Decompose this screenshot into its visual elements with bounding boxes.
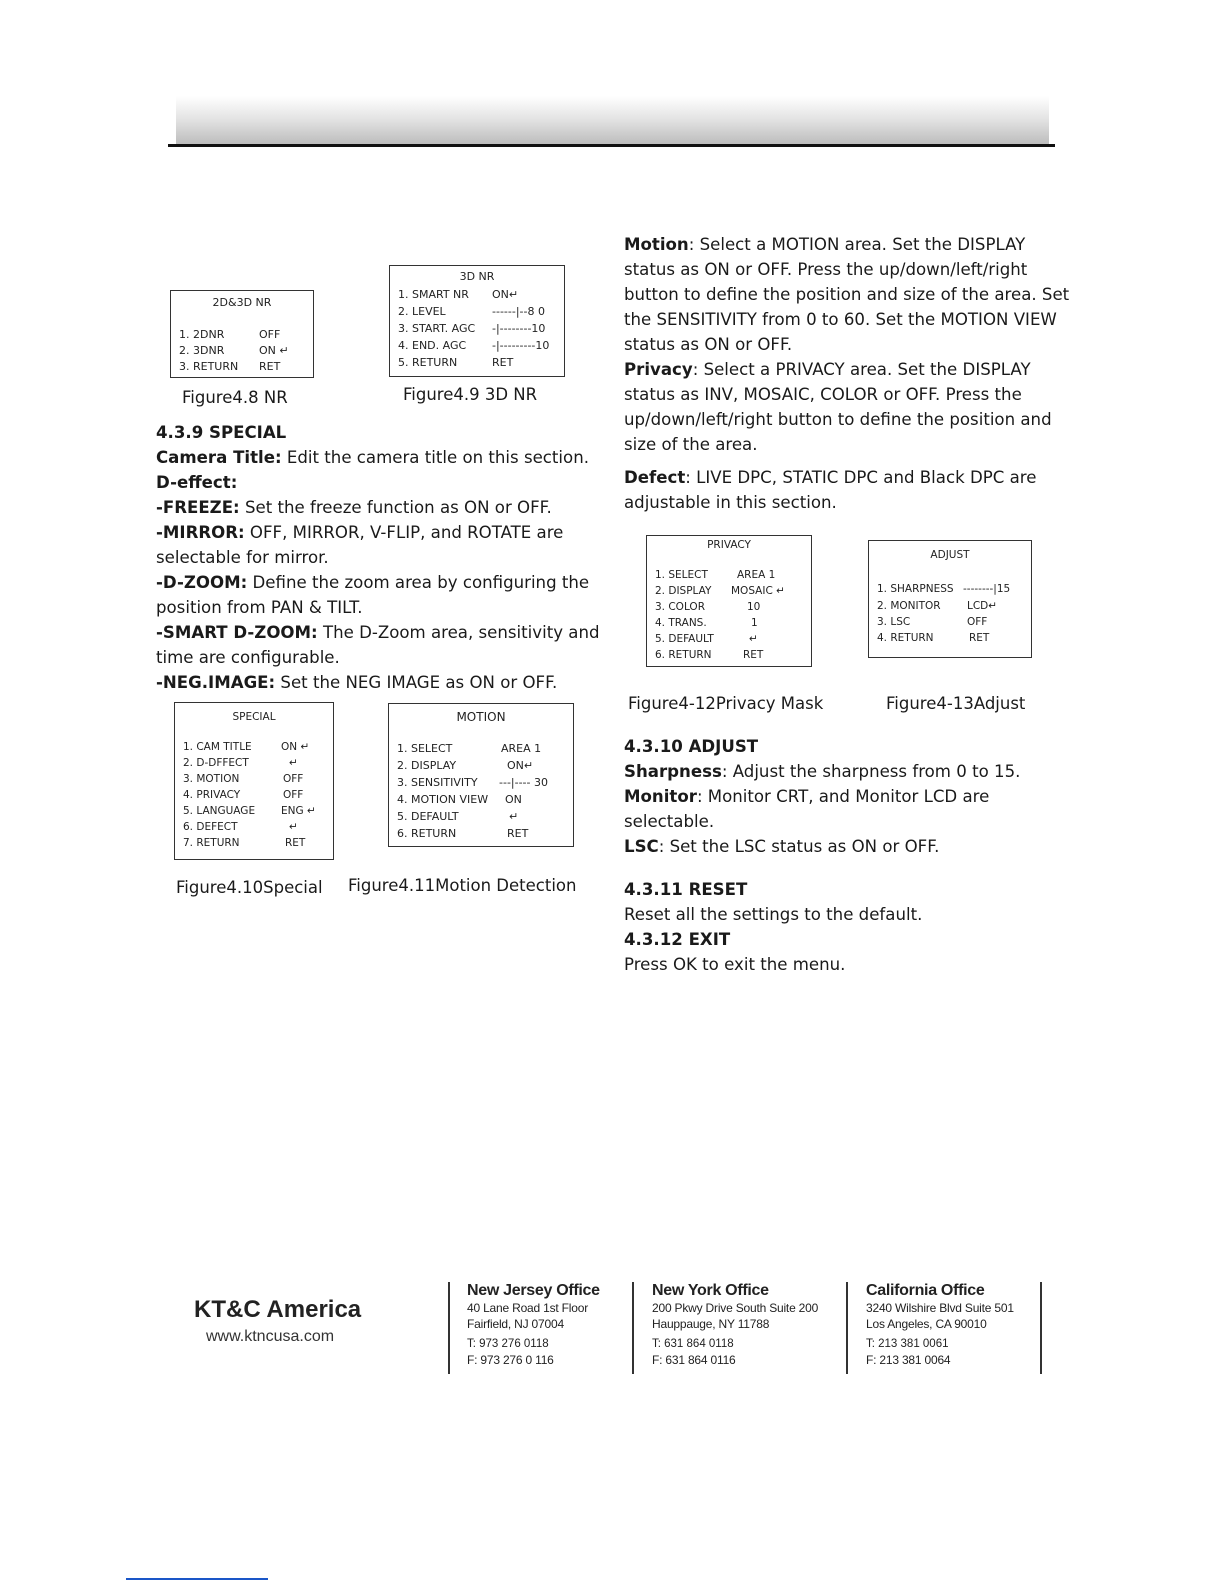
menu-item-label: 5. DEFAULT: [397, 810, 459, 823]
menu-nr: [170, 290, 314, 378]
menu-item-label: 7. RETURN: [183, 837, 240, 849]
menu-item-value: ON ↵: [259, 344, 289, 357]
section-heading: 4.3.9 SPECIAL: [156, 423, 287, 442]
menu-title: 2D&3D NR: [212, 296, 272, 309]
section-heading: 4.3.11 RESET: [624, 880, 748, 899]
menu-title: PRIVACY: [707, 539, 751, 551]
menu-item-label: 5. LANGUAGE: [183, 805, 256, 817]
page-header-bar: [176, 96, 1049, 144]
office-name: New York Office: [652, 1282, 769, 1299]
menu-item-value: ON: [505, 793, 522, 806]
menu-item-value: ↵: [289, 821, 298, 833]
right-column-text-top: [624, 232, 1074, 515]
menu-item-label: 1. SELECT: [397, 742, 453, 755]
menu-item-value: ON↵: [492, 288, 519, 301]
company-logo: [194, 1296, 361, 1346]
menu-item-value: OFF: [259, 328, 281, 341]
right-column-text-bottom: [624, 734, 1074, 977]
menu-item-value: RET: [507, 827, 529, 840]
menu-title: SPECIAL: [232, 711, 276, 723]
paragraph: -FREEZE: Set the freeze function as ON or OFF.: [156, 498, 552, 517]
menu-item-label: 2. MONITOR: [877, 600, 941, 612]
menu-item-value: ON ↵: [281, 741, 310, 753]
menu-item-label: 4. MOTION VIEW: [397, 793, 489, 806]
header-rule: [168, 144, 1055, 147]
menu-item-label: 3. START. AGC: [398, 322, 476, 335]
office-address: 40 Lane Road 1st Floor: [467, 1301, 589, 1315]
menu-item-label: 1. CAM TITLE: [183, 741, 252, 753]
menu-item-value: RET: [492, 356, 514, 369]
office-address: 200 Pkwy Drive South Suite 200: [652, 1301, 819, 1315]
menu-item-label: 3. SENSITIVITY: [397, 776, 478, 789]
menu-item-label: 3. MOTION: [183, 773, 240, 785]
menu-item-value: RET: [285, 837, 306, 849]
menu-item-label: 6. DEFECT: [183, 821, 238, 833]
figure-caption: Figure4-13Adjust: [886, 694, 1026, 713]
menu-item-label: 1. 2DNR: [179, 328, 225, 341]
paragraph: Reset all the settings to the default.: [624, 905, 923, 924]
menu-item-label: 6. RETURN: [397, 827, 457, 840]
office-phone: T: 213 381 0061: [866, 1338, 949, 1350]
menu-item-label: 6. RETURN: [655, 649, 712, 661]
paragraph: Sharpness: Adjust the sharpness from 0 to 15.: [624, 762, 1021, 781]
menu-title: ADJUST: [930, 549, 970, 561]
office-city: Hauppauge, NY 11788: [652, 1317, 770, 1331]
paragraph: LSC: Set the LSC status as ON or OFF.: [624, 837, 940, 856]
paragraph: -NEG.IMAGE: Set the NEG IMAGE as ON or OFF.: [156, 673, 558, 692]
menu-item-label: 3. RETURN: [179, 360, 239, 373]
menu-item-value: ON↵: [507, 759, 534, 772]
menu-item-value: -|---------10: [492, 339, 550, 352]
office-california: [866, 1282, 1014, 1368]
menu-item-label: 4. PRIVACY: [183, 789, 241, 801]
menu-item-label: 4. END. AGC: [398, 339, 467, 352]
figure-caption: Figure4-12Privacy Mask: [628, 694, 824, 713]
menu-item-label: 2. LEVEL: [398, 305, 446, 318]
menu-item-label: 5. RETURN: [398, 356, 458, 369]
menu-item-value: ENG ↵: [281, 805, 316, 817]
office-fax: F: 213 381 0064: [866, 1353, 951, 1367]
footer-divider: [448, 1282, 450, 1374]
paragraph: Press OK to exit the menu.: [624, 955, 846, 974]
paragraph: Privacy: Select a PRIVACY area. Set the DISPLAY status as INV, MOSAIC, COLOR or OFF. Press the up/down/left/right button to define the position and size of the area.: [624, 360, 1052, 454]
menu-item-value: OFF: [283, 773, 304, 785]
company-name: KT&C America: [194, 1296, 362, 1323]
menu-special: [174, 702, 334, 860]
menu-item-value: --------|15: [963, 583, 1011, 595]
menu-item-label: 2. 3DNR: [179, 344, 225, 357]
company-website[interactable]: www.ktncusa.com: [206, 1328, 335, 1345]
figure-caption: Figure4.10Special: [176, 878, 323, 897]
office-address: 3240 Wilshire Blvd Suite 501: [866, 1301, 1014, 1315]
paragraph: Monitor: Monitor CRT, and Monitor LCD are selectable.: [624, 787, 990, 831]
paragraph: Defect: LIVE DPC, STATIC DPC and Black DPC are adjustable in this section.: [624, 468, 1037, 512]
menu-item-value: LCD↵: [967, 600, 998, 612]
menu-item-value: AREA 1: [501, 742, 542, 755]
menu-item-value: 1: [751, 617, 758, 629]
menu-item-label: 2. D-DFFECT: [183, 757, 249, 769]
figure-caption: Figure4.8 NR: [182, 388, 288, 407]
menu-item-label: 4. RETURN: [877, 632, 934, 644]
footer-divider: [846, 1282, 848, 1374]
section-heading: 4.3.10 ADJUST: [624, 737, 759, 756]
menu-item-label: 3. LSC: [877, 616, 911, 628]
footer-divider: [632, 1282, 634, 1374]
menu-item-value: MOSAIC ↵: [731, 585, 785, 597]
office-city: Fairfield, NJ 07004: [467, 1317, 564, 1331]
figure-caption: Figure4.11Motion Detection: [348, 876, 577, 895]
menu-item-label: 2. DISPLAY: [397, 759, 457, 772]
figure-caption: Figure4.9 3D NR: [403, 385, 538, 404]
menu-item-label: 4. TRANS.: [655, 617, 707, 629]
menu-item-value: -|--------10: [492, 322, 546, 335]
office-phone: T: 631 864 0118: [652, 1338, 734, 1350]
menu-item-value: ↵: [749, 633, 758, 645]
menu-item-label: 2. DISPLAY: [655, 585, 712, 597]
office-new-jersey: [467, 1282, 600, 1368]
menu-title: 3D NR: [459, 270, 495, 283]
paragraph: Motion: Select a MOTION area. Set the DISPLAY status as ON or OFF. Press the up/down/left/right button to define the position and size of the area. Set the SENSITIVITY from 0 to 60. Set the MOTION VIEW status as ON or OFF.: [624, 235, 1070, 354]
menu-item-value: RET: [743, 649, 764, 661]
menu-item-value: RET: [259, 360, 281, 373]
menu-item-value: 10: [747, 601, 761, 613]
menu-item-value: RET: [969, 632, 990, 644]
paragraph: Camera Title: Edit the camera title on this section.: [156, 448, 589, 467]
menu-adjust: [868, 540, 1032, 658]
section-heading: 4.3.12 EXIT: [624, 930, 731, 949]
menu-item-value: OFF: [283, 789, 304, 801]
menu-item-value: AREA 1: [737, 569, 776, 581]
menu-item-value: ---|---- 30: [499, 776, 548, 789]
menu-item-value: ↵: [509, 810, 519, 823]
menu-title: MOTION: [456, 710, 506, 724]
left-column-text: [156, 420, 611, 695]
menu-motion: [388, 703, 574, 847]
paragraph: -MIRROR: OFF, MIRROR, V-FLIP, and ROTATE are selectable for mirror.: [156, 523, 564, 567]
paragraph: -SMART D-ZOOM: The D-Zoom area, sensitivity and time are configurable.: [156, 623, 600, 667]
footer-divider: [1040, 1282, 1042, 1374]
paragraph: -D-ZOOM: Define the zoom area by configuring the position from PAN & TILT.: [156, 573, 590, 617]
office-new-york: [652, 1282, 818, 1368]
menu-3d-nr: [389, 265, 565, 377]
office-phone: T: 973 276 0118: [467, 1338, 549, 1350]
menu-item-label: 3. COLOR: [655, 601, 705, 613]
page-link-underline[interactable]: [126, 1578, 268, 1580]
menu-item-value: ↵: [289, 757, 298, 769]
office-fax: F: 631 864 0116: [652, 1353, 736, 1367]
menu-item-label: 1. SMART NR: [398, 288, 469, 301]
office-name: California Office: [866, 1282, 985, 1299]
menu-item-label: 5. DEFAULT: [655, 633, 714, 645]
menu-item-label: 1. SHARPNESS: [877, 583, 954, 595]
paragraph: D-effect:: [156, 473, 238, 492]
office-city: Los Angeles, CA 90010: [866, 1317, 987, 1331]
menu-privacy: [646, 535, 812, 667]
menu-item-label: 1. SELECT: [655, 569, 708, 581]
office-name: New Jersey Office: [467, 1282, 600, 1299]
office-fax: F: 973 276 0 116: [467, 1353, 554, 1367]
menu-item-value: OFF: [967, 616, 988, 628]
menu-item-value: ------|--8 0: [492, 305, 545, 318]
